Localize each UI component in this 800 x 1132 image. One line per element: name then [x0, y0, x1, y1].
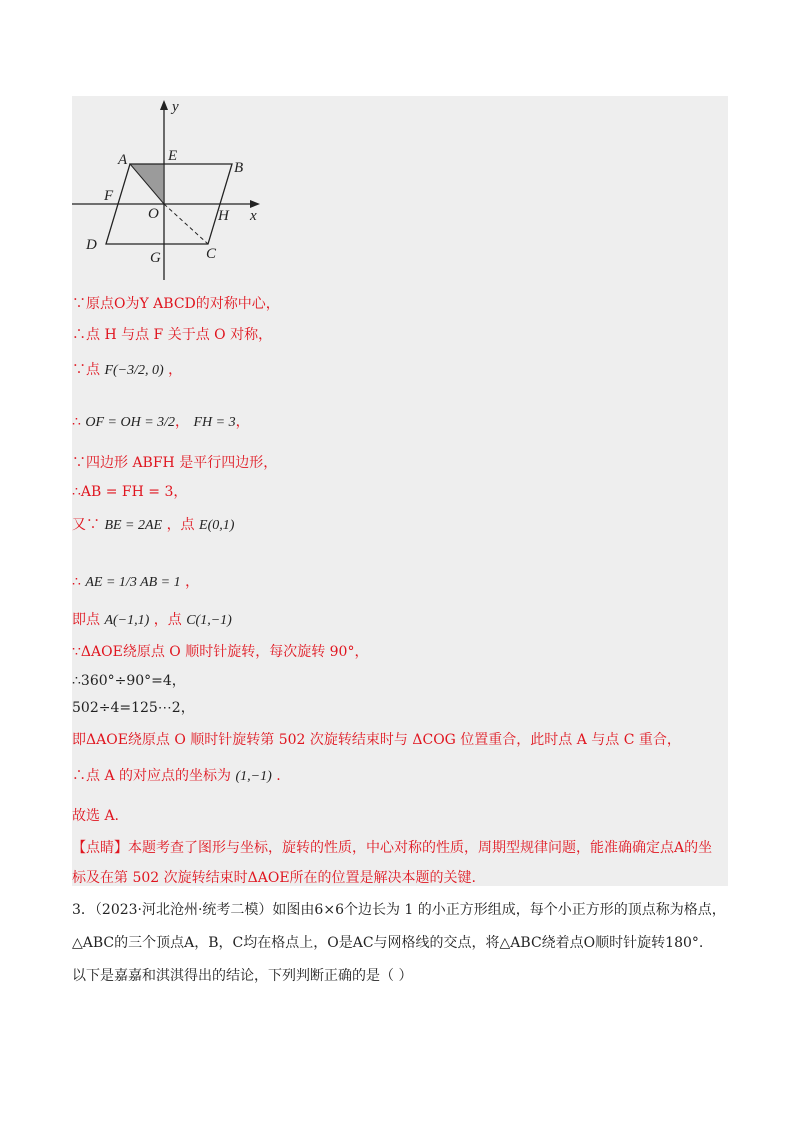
label-h: H [218, 208, 229, 224]
label-d: D [86, 237, 97, 253]
point-f-coord: F(−3/2, 0) [104, 363, 164, 378]
solution-line-12: 502÷4=125⋯2， [72, 700, 195, 716]
label-x: x [250, 208, 257, 224]
solution-line-15: 故选 A. [72, 808, 120, 824]
coordinate-figure [72, 96, 272, 286]
segment-oc [164, 204, 208, 244]
label-f: F [104, 188, 114, 204]
solution-line-16: 【点睛】本题考查了图形与坐标，旋转的性质，中心对称的性质，周期型规律问题，能准确确定点A的坐 [72, 840, 713, 856]
be-equation: BE = 2AE [104, 518, 163, 533]
answer-coord: (1,−1) [235, 769, 272, 784]
x-axis-arrow [250, 200, 260, 208]
label-a: A [118, 152, 128, 168]
fh-equation: FH = 3 [193, 415, 236, 430]
solution-line-6: ∴AB = FH = 3， [72, 484, 188, 500]
solution-line-11: ∴360°÷90°=4， [72, 673, 186, 689]
label-y: y [172, 99, 179, 115]
solution-line-4: ∴ OF = OH = 3/2， FH = 3， [72, 414, 250, 430]
point-c-coord: C(1,−1) [186, 613, 232, 628]
solution-line-10: ∵ΔAOE绕原点 O 顺时针旋转，每次旋转 90°， [72, 644, 369, 660]
label-b: B [234, 160, 244, 176]
y-axis-arrow [160, 100, 168, 110]
solution-line-9: 即点 A(−1,1) ，点 C(1,−1) [72, 612, 232, 628]
solution-line-2: ∴点 H 与点 F 关于点 O 对称， [72, 327, 273, 343]
solution-line-5: ∵四边形 ABFH 是平行四边形， [72, 455, 278, 471]
solution-line-13: 即ΔAOE绕原点 O 顺时针旋转第 502 次旋转结束时与 ΔCOG 位置重合，此时点 A 与点 C 重合， [72, 732, 681, 748]
solution-line-7: 又∵ BE = 2AE ，点 E(0,1) [72, 517, 235, 533]
of-oh-equation: OF = OH = 3/2 [85, 415, 176, 430]
triangle-aoe [130, 164, 164, 204]
label-o: O [148, 206, 159, 222]
ae-equation: AE = 1/3 AB = 1 [85, 575, 181, 590]
label-e: E [168, 148, 178, 164]
solution-line-8: ∴ AE = 1/3 AB = 1 ， [72, 574, 200, 590]
label-g: G [150, 250, 161, 266]
solution-line-1: ∵原点O为Y ABCD的对称中心， [72, 296, 280, 312]
point-e-coord: E(0,1) [199, 518, 235, 533]
solution-line-17: 标及在第 502 次旋转结束时ΔAOE所在的位置是解决本题的关键. [72, 870, 476, 886]
label-c: C [206, 246, 217, 262]
point-a-coord: A(−1,1) [104, 613, 150, 628]
solution-line-3: ∵点 F(−3/2, 0) ， [72, 362, 183, 378]
question-3-line-1: 3．（2023·河北沧州·统考二模）如图由6×6个边长为 1 的小正方形组成，每个小正方形的顶点称为格点， [72, 902, 726, 918]
question-3-line-3: 以下是嘉嘉和淇淇得出的结论，下列判断正确的是（ ） [72, 968, 413, 984]
solution-line-14: ∴点 A 的对应点的坐标为 (1,−1) . [72, 768, 281, 784]
question-3-line-2: △ABC的三个顶点A，B，C均在格点上，O是AC与网格线的交点，将△ABC绕着点O顺时针旋转180°. [72, 935, 704, 951]
